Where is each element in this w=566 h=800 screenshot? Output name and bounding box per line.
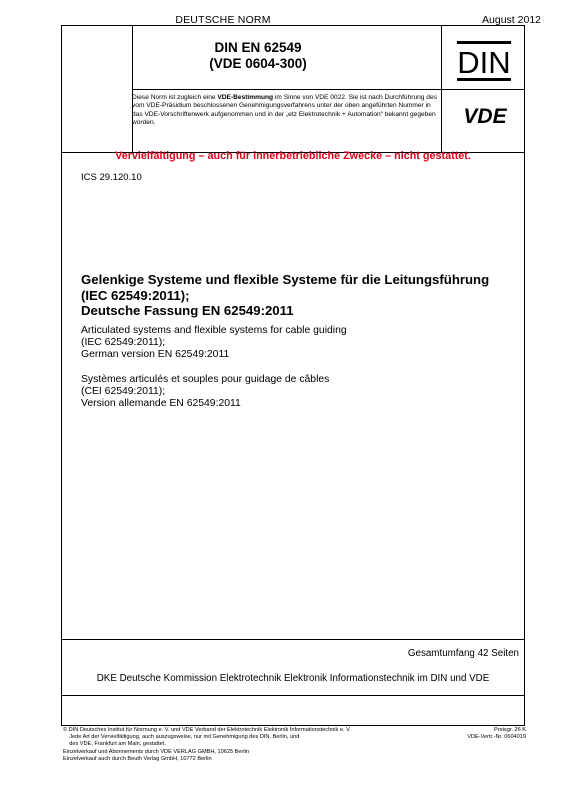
copyright-footer [63,727,443,763]
title-english-line: Articulated systems and flexible systems for cable guiding [81,325,347,336]
footer-line: © DIN Deutsches Institut für Normung e. V. und VDE Verband der Elektrotechnik Elektronik Informationstechnik e. V. [63,727,351,733]
title-german-line: Deutsche Fassung EN 62549:2011 [81,303,294,318]
notice-suffix: im Sinne von VDE 0022. Sie ist nach Durchführung des vom VDE-Präsidium beschlossenen Genehmigungsverfahrens unter der oben angeführten Nummer in das VDE-Vorschriftenwerk aufgenommen und in der „etz Elektrotechnik + Automation“ bekannt gegeben worden. [132,94,437,127]
din-logo-text: DIN [457,45,511,80]
notice-bold: VDE-Bestimmung [217,94,274,101]
title-french-line: Version allemande EN 62549:2011 [81,398,241,410]
title-french-line: (CEI 62549:2011); [81,386,166,398]
standard-category: DEUTSCHE NORM [175,14,271,26]
price-group: Preisgr. 26 K [493,727,526,733]
vde-notice [132,94,440,128]
ics-code: ICS 29.120.10 [81,172,142,183]
total-pages: Gesamtumfang 42 Seiten [407,648,519,659]
publication-date: August 2012 [482,14,541,26]
footer-line: Einzelverkauf und Abonnements durch VDE VERLAG GMBH, 10625 Berlin [63,748,249,755]
title-french-line: Systèmes articulés et souples pour guidage de câbles [81,374,330,385]
notice-prefix: Diese Norm ist zugleich eine [132,94,218,101]
vde-logo-text: VDE [463,105,507,127]
footer-line: Einzelverkauf auch durch Beuth Verlag GmbH, 10772 Berlin [63,755,212,762]
title-english [81,325,511,362]
title-german-line: Gelenkige Systeme und flexible Systeme für die Leitungsführung [81,272,490,287]
vde-classification: (VDE 0604-300) [209,56,307,71]
order-number: VDE-Vertr.-Nr. 0604019 [467,734,526,741]
title-french [81,374,511,411]
title-english-line: (IEC 62549:2011); [81,337,166,349]
vde-logo [452,103,518,127]
footer-line: des VDE, Frankfurt am Main, gestattet. [63,741,166,748]
footer-line: Jede Art der Vervielfältigung, auch auszugsweise, nur mit Genehmigung des DIN, Berlin, und [63,734,300,741]
title-english-line: German version EN 62549:2011 [81,349,230,361]
price-footer [467,727,526,741]
title-german [81,272,521,319]
copy-warning: Vervielfältigung – auch für innerbetriebliche Zwecke – nicht gestattet. [115,150,471,162]
din-logo [456,40,512,82]
document-number: DIN EN 62549 [214,40,302,55]
title-german-line: (IEC 62549:2011); [81,287,190,303]
dke-committee: DKE Deutsche Kommission Elektrotechnik Elektronik Informationstechnik im DIN und VDE [96,673,490,684]
